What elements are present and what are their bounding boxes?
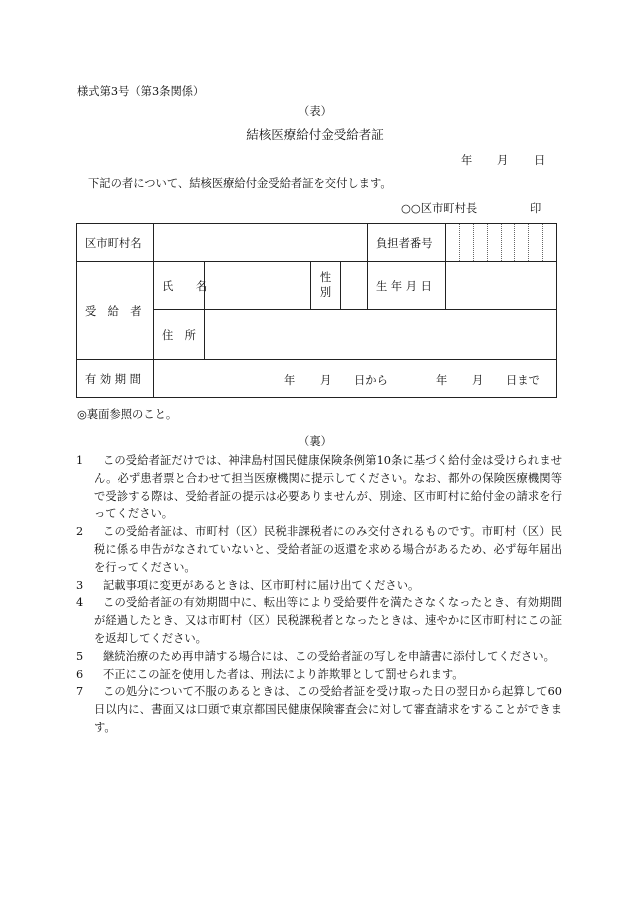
date-year: 年 bbox=[461, 154, 473, 167]
burden-number-label: 負担者番号 bbox=[368, 224, 446, 262]
list-item bbox=[76, 523, 562, 576]
birthdate-label: 生 年 月 日 bbox=[368, 262, 446, 310]
gender-label-top: 性 bbox=[319, 271, 332, 285]
list-item bbox=[76, 452, 562, 523]
item-number: 3 bbox=[76, 578, 84, 592]
validity-to-month: 月 bbox=[472, 374, 484, 387]
item-text: この受給者証は、市町村（区）民税非課税者にのみ交付されるものです。市町村（区）民税に係る申告がなされていないと、受給者証の返還を求める場合があるため、必ず毎年届出を行ってください。 bbox=[94, 525, 562, 574]
burden-number-field[interactable] bbox=[446, 224, 557, 262]
item-text: この受給者証の有効期間中に、転出等により受給要件を満たさなくなったとき、有効期間が経過したとき、又は市町村（区）民税課税者となったときは、速やかに区市町村にこの証を返却してください。 bbox=[94, 596, 562, 645]
date-month: 月 bbox=[497, 154, 509, 167]
gender-label-bottom: 別 bbox=[319, 285, 332, 299]
validity-from-day: 日から bbox=[354, 374, 388, 387]
item-text: 継続治療のため再申請する場合には、この受給者証の写しを申請書に添付してください。 bbox=[103, 649, 555, 663]
gender-field[interactable] bbox=[341, 262, 368, 310]
address-label: 住 所 bbox=[154, 310, 205, 360]
validity-field[interactable] bbox=[154, 360, 557, 398]
municipality-label: 区市町村名 bbox=[77, 224, 154, 262]
validity-from-year: 年 bbox=[284, 374, 296, 387]
validity-from-month: 月 bbox=[320, 374, 332, 387]
validity-label: 有 効 期 間 bbox=[77, 360, 154, 398]
item-number: 1 bbox=[76, 454, 84, 467]
item-text: この処分について不服のあるときは、この受給者証を受け取った日の翌日から起算して60日以内に、書面又は口頭で東京都国民健康保険審査会に対して審査請求をすることができます。 bbox=[94, 685, 562, 734]
item-number: 7 bbox=[76, 685, 84, 699]
list-item bbox=[76, 594, 562, 647]
back-note: ◎裏面参照のこと。 bbox=[77, 408, 178, 421]
gender-label bbox=[311, 262, 341, 310]
recipient-label: 受 給 者 bbox=[77, 262, 154, 360]
face-label: （表） bbox=[298, 105, 332, 118]
item-text: この受給者証だけでは、神津島村国民健康保険条例第10条に基づく給付金は受けられません。必ず患者票と合わせて担当医療機関に提示してください。なお、都外の保険医療機関等で受診する際は、受給者証の提示は必要ありませんが、別途、区市町村に給付金の請求を行ってください。 bbox=[94, 454, 562, 521]
notice-list bbox=[76, 452, 562, 737]
birthdate-field[interactable] bbox=[446, 262, 557, 310]
item-text: 不正にこの証を使用した者は、刑法により詐欺罪として罰せられます。 bbox=[103, 667, 464, 681]
seal-mark: 印 bbox=[530, 202, 542, 215]
back-label: （裏） bbox=[298, 435, 332, 448]
validity-to-year: 年 bbox=[436, 374, 448, 387]
issuer: ○○区市町村長 bbox=[401, 202, 478, 215]
list-item bbox=[76, 683, 562, 736]
address-field[interactable] bbox=[205, 310, 557, 360]
item-number: 5 bbox=[76, 649, 84, 663]
list-item bbox=[76, 577, 562, 595]
item-text: 記載事項に変更があるときは、区市町村に届け出てください。 bbox=[103, 578, 420, 592]
document-title: 結核医療給付金受給者証 bbox=[246, 127, 384, 142]
list-item bbox=[76, 648, 562, 666]
name-field[interactable] bbox=[205, 262, 311, 310]
certificate-table bbox=[76, 223, 557, 398]
list-item bbox=[76, 666, 562, 684]
item-number: 4 bbox=[76, 596, 84, 610]
item-number: 2 bbox=[76, 525, 84, 539]
intro-text: 下記の者について、結核医療給付金受給者証を交付します。 bbox=[88, 177, 392, 190]
name-label: 氏 名 bbox=[154, 262, 205, 310]
item-number: 6 bbox=[76, 667, 84, 681]
form-id: 様式第3号（第3条関係） bbox=[77, 85, 205, 98]
date-day: 日 bbox=[534, 154, 546, 167]
validity-to-day: 日まで bbox=[506, 374, 540, 387]
municipality-field[interactable] bbox=[154, 224, 368, 262]
